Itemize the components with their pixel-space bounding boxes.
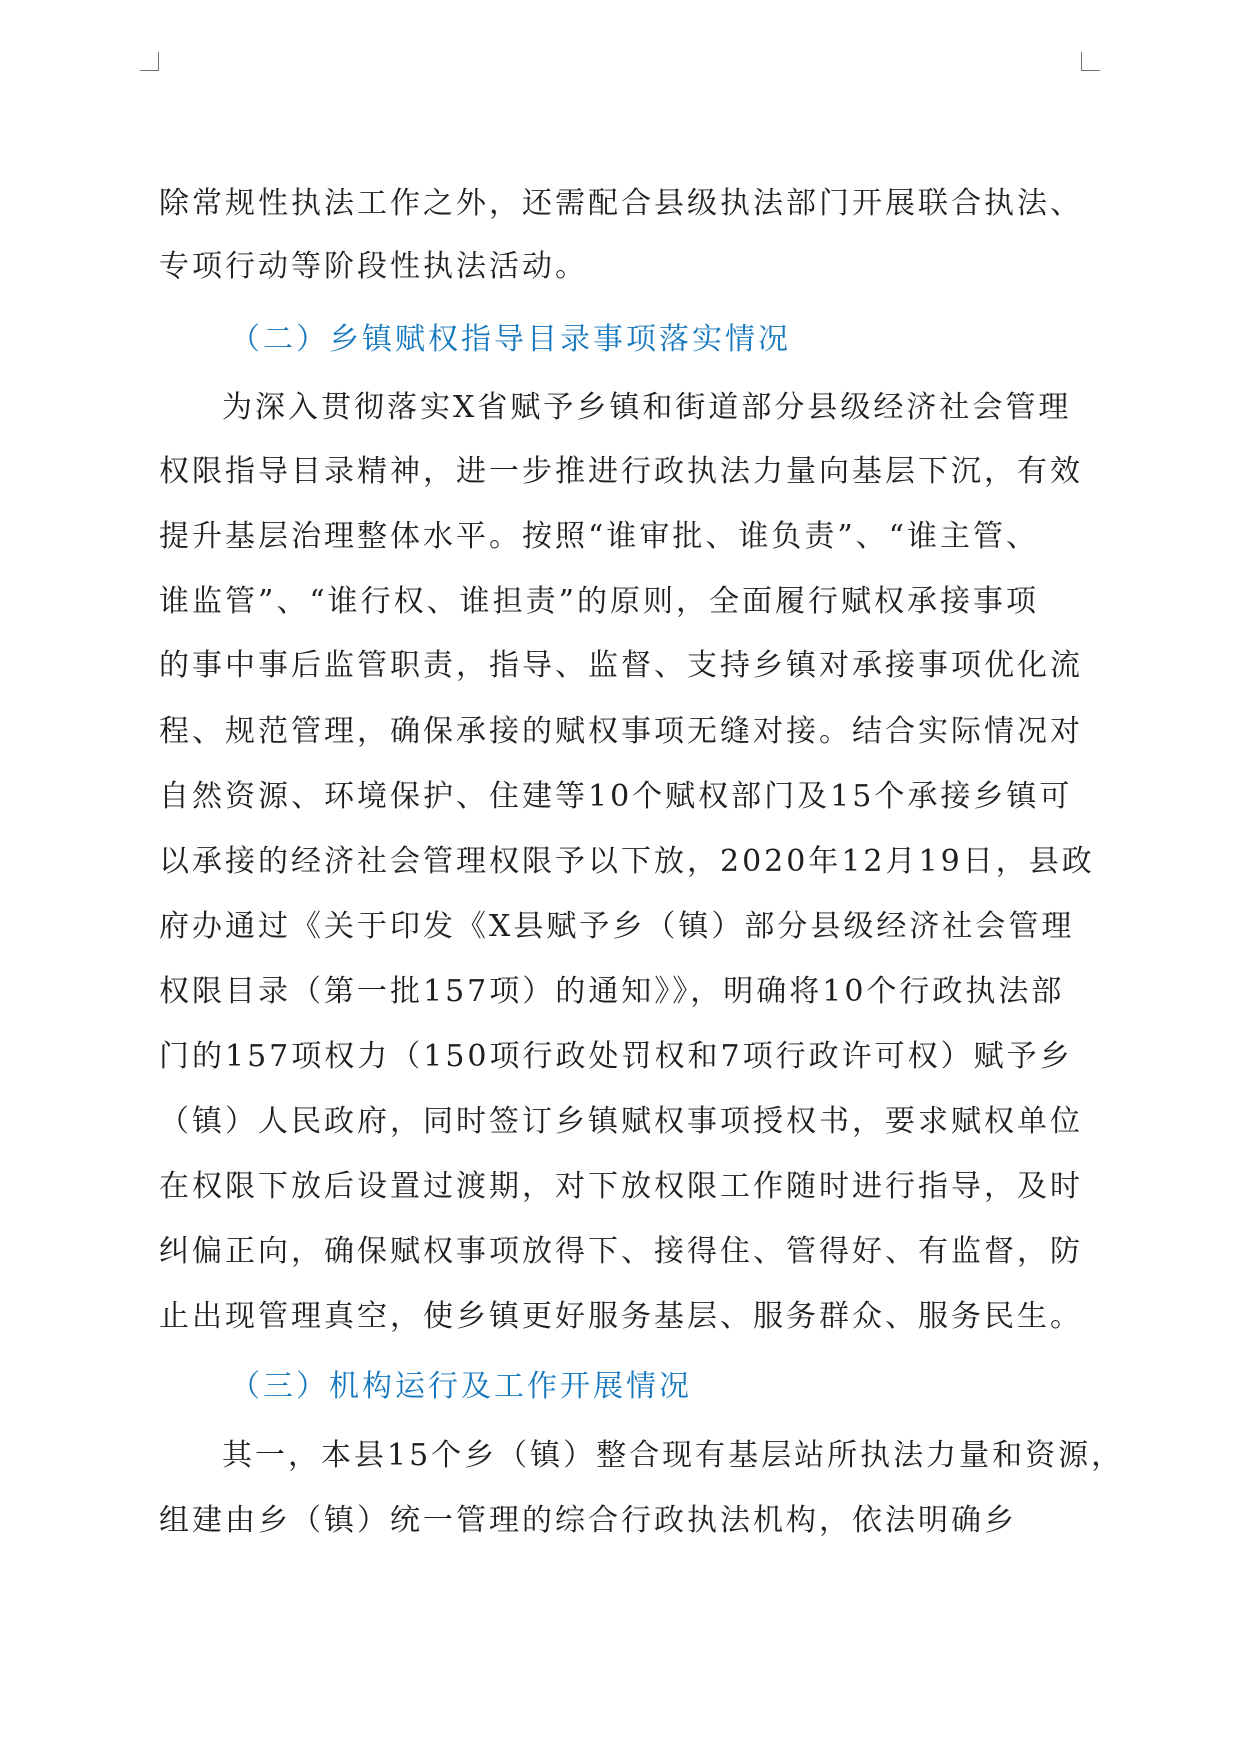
paragraph-line: 府办通过《关于印发《X县赋予乡（镇）部分县级经济社会管理 [159,909,1075,944]
paragraph-line: （镇）人民政府，同时签订乡镇赋权事项授权书，要求赋权单位 [159,1104,1083,1139]
paragraph-line: 门的157项权力（150项行政处罚权和7项行政许可权）赋予乡 [159,1039,1073,1074]
paragraph-line: 的事中事后监管职责，指导、监督、支持乡镇对承接事项优化流 [159,648,1083,683]
paragraph-line: 纠偏正向，确保赋权事项放得下、接得住、管得好、有监督，防 [159,1234,1083,1269]
paragraph-line: 谁监管”、“谁行权、谁担责”的原则，全面履行赋权承接事项 [159,584,1040,619]
paragraph-line: 权限目录（第一批157项）的通知》》，明确将10个行政执法部 [159,974,1065,1009]
paragraph-line: 组建由乡（镇）统一管理的综合行政执法机构，依法明确乡 [159,1503,1017,1538]
crop-mark-top-right [1081,52,1100,71]
paragraph-line: 权限指导目录精神，进一步推进行政执法力量向基层下沉，有效 [159,454,1083,489]
paragraph-line: 提升基层治理整体水平。按照“谁审批、谁负责”、“谁主管、 [159,519,1040,554]
paragraph-line: 其一，本县15个乡（镇）整合现有基层站所执法力量和资源， [222,1438,1125,1473]
section-heading-3: （三）机构运行及工作开展情况 [230,1369,692,1404]
section-heading-2: （二）乡镇赋权指导目录事项落实情况 [230,322,791,357]
paragraph-line: 程、规范管理，确保承接的赋权事项无缝对接。结合实际情况对 [159,714,1083,749]
paragraph-line: 为深入贯彻落实X省赋予乡镇和街道部分县级经济社会管理 [222,390,1072,425]
paragraph-line: 除常规性执法工作之外，还需配合县级执法部门开展联合执法、 [159,186,1083,221]
crop-mark-top-left [140,52,159,71]
paragraph-line: 在权限下放后设置过渡期，对下放权限工作随时进行指导，及时 [159,1169,1083,1204]
paragraph-line: 专项行动等阶段性执法活动。 [159,249,588,284]
paragraph-line: 止出现管理真空，使乡镇更好服务基层、服务群众、服务民生。 [159,1299,1083,1334]
paragraph-line: 以承接的经济社会管理权限予以下放，2020年12月19日，县政 [159,844,1095,879]
paragraph-line: 自然资源、环境保护、住建等10个赋权部门及15个承接乡镇可 [159,779,1073,814]
